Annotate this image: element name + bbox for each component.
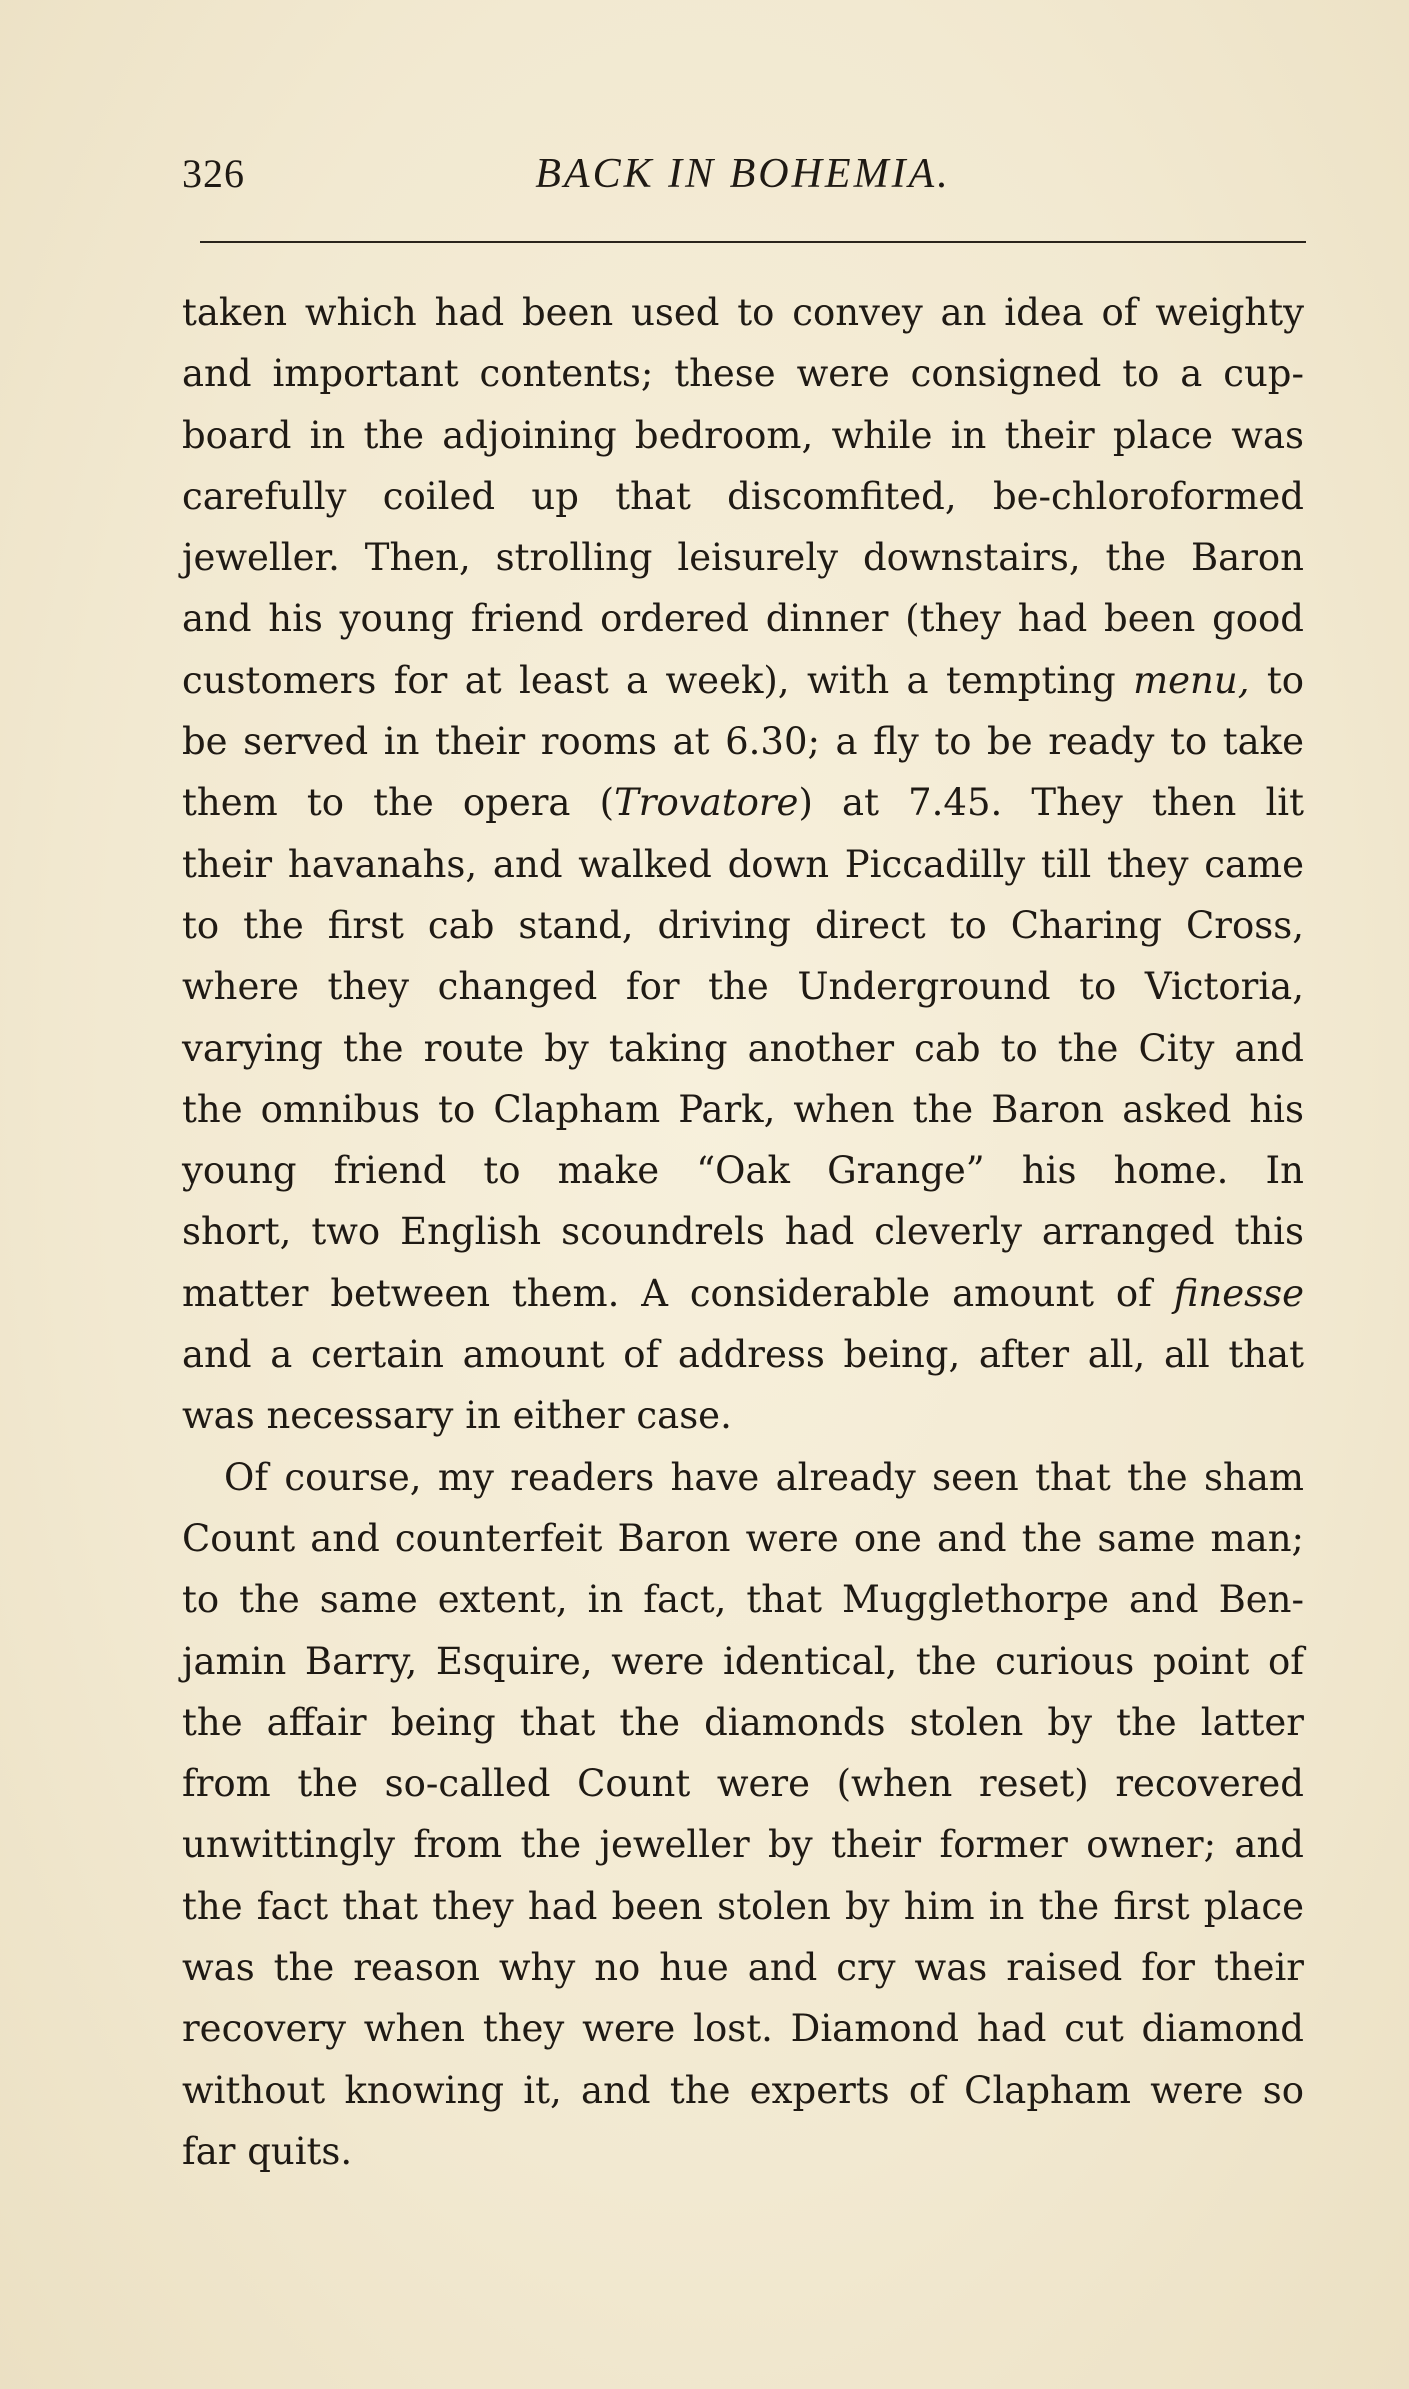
page-number: 326 (182, 151, 245, 196)
text-line: was necessary in either case. (182, 1394, 732, 1438)
header-rule (200, 241, 1306, 243)
text-line: young friend to make “Oak Grange” his home. In (182, 1149, 1304, 1193)
text-line: and a certain amount of address being, after all, all that (182, 1333, 1304, 1377)
text-line: the fact that they had been stolen by him in the first place (182, 1884, 1304, 1928)
text-line: carefully coiled up that discomfited, be-chloroformed (182, 474, 1304, 518)
italic-text: Trovatore (614, 781, 799, 825)
italic-text: menu, (1133, 658, 1250, 702)
text-line: recovery when they were lost. Diamond had cut diamond (182, 2007, 1304, 2051)
text-line: the affair being that the diamonds stolen by the latter (182, 1700, 1304, 1744)
text-line: Of course, my readers have already seen that the sham (224, 1455, 1304, 1499)
running-title: BACK IN BOHEMIA. (535, 151, 951, 197)
text-line: unwittingly from the jeweller by their former owner; and (182, 1823, 1304, 1867)
line-text: ) at 7.45. They then lit (798, 781, 1304, 825)
line-text: to (1249, 658, 1305, 702)
line-text: matter between them. A considerable amount of (182, 1271, 1174, 1315)
text-line: and important contents; these were consigned to a cup- (182, 352, 1304, 396)
line-text: customers for at least a week), with a tempting (182, 658, 1134, 702)
text-line: their havanahs, and walked down Piccadilly till they came (182, 842, 1304, 886)
text-line: the omnibus to Clapham Park, when the Baron asked his (182, 1087, 1304, 1131)
text-line: to the same extent, in fact, that Mugglethorpe and Ben- (182, 1578, 1304, 1622)
text-line: to the first cab stand, driving direct to Charing Cross, (182, 903, 1304, 947)
line-text: them to the opera ( (182, 781, 615, 825)
text-line (182, 650, 1304, 711)
text-line: where they changed for the Underground to Victoria, (182, 965, 1304, 1009)
text-line: without knowing it, and the experts of Clapham were so (182, 2068, 1304, 2112)
running-head (182, 150, 1304, 210)
text-line: and his young friend ordered dinner (they had been good (182, 597, 1304, 641)
text-line: short, two English scoundrels had cleverly arranged this (182, 1210, 1304, 1254)
text-line: jeweller. Then, strolling leisurely downstairs, the Baron (182, 536, 1304, 580)
text-line: jamin Barry, Esquire, were identical, the curious point of (182, 1639, 1304, 1683)
text-line: was the reason why no hue and cry was raised for their (182, 1946, 1304, 1990)
body-text (182, 282, 1304, 2182)
italic-text: finesse (1173, 1271, 1304, 1315)
text-line: varying the route by taking another cab to the City and (182, 1026, 1304, 1070)
text-line: taken which had been used to convey an idea of weighty (182, 291, 1304, 334)
text-line: be served in their rooms at 6.30; a fly to be ready to take (182, 720, 1304, 764)
text-line (182, 772, 1304, 833)
text-line: far quits. (182, 2129, 353, 2173)
text-line: board in the adjoining bedroom, while in their place was (182, 413, 1304, 457)
text-line: from the so-called Count were (when reset) recovered (182, 1762, 1304, 1806)
text-line: Count and counterfeit Baron were one and the same man; (182, 1516, 1304, 1560)
text-line (182, 1263, 1304, 1324)
